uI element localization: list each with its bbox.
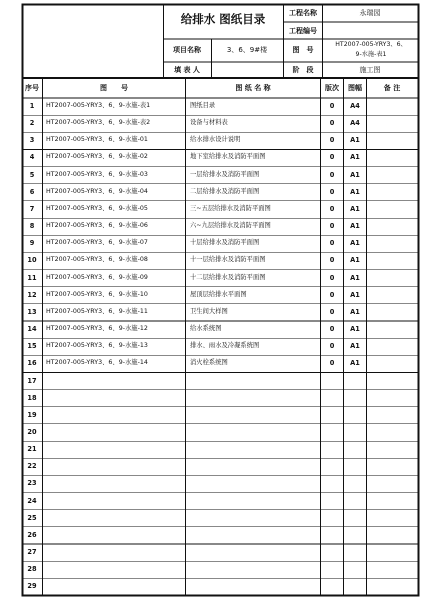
row-seq: 28: [27, 565, 37, 574]
row-drawing-no: HT2007-005-YRY3、6、9-水施-09: [46, 273, 148, 281]
item-name-label: 项目名称: [173, 46, 201, 54]
row-seq: 21: [27, 445, 37, 454]
row-size: A1: [350, 290, 360, 299]
col-header-version: 版次: [325, 84, 339, 92]
row-seq: 19: [27, 410, 37, 419]
row-drawing-name: 十二层给排水及消防平面图: [190, 273, 266, 281]
row-drawing-name: 给水排水设计说明: [190, 136, 241, 144]
row-seq: 18: [27, 393, 37, 402]
row-drawing-no: HT2007-005-YRY3、6、9-水施-10: [46, 290, 148, 298]
row-size: A1: [350, 153, 360, 162]
row-seq: 29: [27, 582, 37, 591]
row-version: 0: [329, 325, 335, 333]
row-seq: 12: [27, 290, 37, 299]
row-drawing-no: HT2007-005-YRY3、6、9-水施-14: [46, 359, 148, 367]
row-size: A1: [350, 222, 360, 231]
row-seq: 27: [27, 548, 37, 556]
col-header-seq: 序号: [25, 84, 39, 92]
filler-label: 填 表 人: [174, 66, 200, 74]
row-size: A4: [350, 119, 360, 128]
row-version: 0: [329, 359, 335, 368]
row-size: A1: [350, 359, 360, 368]
row-version: 0: [329, 239, 335, 248]
row-seq: 17: [27, 376, 37, 385]
row-drawing-name: 三~五层给排水及消防平面图: [190, 204, 271, 212]
drawing-no-value-line1: HT2007-005-YRY3、6、: [335, 41, 407, 48]
row-version: 0: [329, 256, 335, 265]
project-name-value: 永瑞园: [359, 9, 381, 17]
row-seq: 1: [29, 102, 35, 110]
col-header-drawing-name: 图 纸 名 称: [235, 84, 271, 92]
row-drawing-name: 消火栓系统图: [190, 359, 228, 367]
row-size: A1: [350, 136, 360, 145]
row-size: A1: [350, 273, 360, 282]
row-seq: 15: [27, 342, 37, 351]
row-drawing-name: 卫生间大样图: [190, 307, 228, 315]
stage-label: 阶 段: [292, 66, 314, 74]
row-version: 0: [329, 187, 335, 196]
col-header-drawing-no: 图 号: [100, 84, 128, 92]
row-drawing-name: 设备与材料表: [190, 119, 228, 127]
row-drawing-no: HT2007-005-YRY3、6、9-水施-11: [46, 307, 148, 315]
row-seq: 6: [29, 187, 35, 196]
row-drawing-name: 一层给排水及消防平面图: [190, 170, 260, 178]
row-version: 0: [329, 204, 335, 213]
row-seq: 10: [27, 256, 37, 265]
row-size: A1: [350, 256, 360, 265]
row-size: A1: [350, 239, 360, 248]
row-seq: 14: [27, 325, 37, 333]
row-seq: 26: [27, 530, 37, 539]
row-version: 0: [329, 307, 335, 316]
row-version: 0: [329, 170, 335, 179]
row-seq: 9: [29, 239, 35, 248]
row-size: A1: [350, 325, 360, 333]
row-drawing-name: 六~九层给排水及消防平面图: [190, 222, 271, 230]
col-header-remark: 备 注: [383, 84, 401, 92]
drawing-no-value-line2: 9-水施-表1: [355, 51, 387, 58]
page-title: 给排水 图纸目录: [180, 12, 266, 26]
row-drawing-no: HT2007-005-YRY3、6、9-水施-05: [46, 204, 148, 212]
row-drawing-name: 二层给排水及消防平面图: [190, 187, 260, 195]
row-version: 0: [329, 136, 335, 145]
row-seq: 2: [29, 119, 35, 128]
row-version: 0: [329, 273, 335, 282]
row-seq: 25: [27, 513, 37, 522]
row-size: A1: [350, 204, 360, 213]
row-size: A1: [350, 342, 360, 351]
row-version: 0: [329, 342, 335, 351]
col-header-size: 图幅: [348, 84, 362, 92]
row-drawing-name: 十层给排水及消防平面图: [190, 239, 260, 247]
row-seq: 8: [29, 222, 35, 231]
row-drawing-name: 屋顶层给排水平面图: [190, 290, 247, 298]
row-drawing-no: HT2007-005-YRY3、6、9-水施-04: [46, 187, 148, 195]
row-drawing-no: HT2007-005-YRY3、6、9-水施-03: [46, 170, 148, 178]
project-no-label: 工程编号: [289, 27, 317, 35]
row-version: 0: [329, 153, 335, 162]
row-drawing-no: HT2007-005-YRY3、6、9-水施-表1: [46, 102, 151, 109]
row-seq: 11: [27, 273, 37, 282]
row-drawing-no: HT2007-005-YRY3、6、9-水施-02: [46, 153, 148, 161]
row-seq: 7: [29, 204, 35, 213]
row-drawing-name: 地下室给排水及消防平面图: [190, 153, 266, 161]
row-size: A4: [350, 102, 360, 110]
row-version: 0: [329, 290, 335, 299]
row-drawing-no: HT2007-005-YRY3、6、9-水施-06: [46, 222, 148, 230]
row-seq: 20: [27, 427, 37, 436]
row-seq: 4: [29, 153, 35, 162]
row-drawing-name: 排水、雨水及冷凝系统图: [190, 342, 260, 350]
drawing-no-label: 图 号: [292, 46, 314, 54]
row-drawing-name: 给水系统图: [190, 325, 222, 332]
row-drawing-no: HT2007-005-YRY3、6、9-水施-07: [46, 239, 148, 247]
row-seq: 22: [27, 462, 37, 471]
row-seq: 3: [29, 136, 35, 145]
row-seq: 5: [29, 170, 35, 179]
row-version: 0: [329, 119, 335, 128]
row-seq: 13: [27, 307, 37, 316]
row-version: 0: [329, 222, 335, 231]
row-size: A1: [350, 170, 360, 179]
row-drawing-no: HT2007-005-YRY3、6、9-水施-12: [46, 325, 148, 332]
item-name-value: 3、6、9#楼: [226, 46, 268, 54]
stage-value: 施工图: [359, 66, 381, 74]
row-size: A1: [350, 187, 360, 196]
row-drawing-no: HT2007-005-YRY3、6、9-水施-08: [46, 256, 148, 264]
row-drawing-no: HT2007-005-YRY3、6、9-水施-01: [46, 136, 148, 144]
row-seq: 23: [27, 479, 37, 488]
row-drawing-name: 十一层给排水及消防平面图: [190, 256, 266, 264]
row-drawing-no: HT2007-005-YRY3、6、9-水施-13: [46, 342, 148, 350]
row-version: 0: [329, 102, 335, 110]
row-drawing-no: HT2007-005-YRY3、6、9-水施-表2: [46, 119, 151, 127]
row-size: A1: [350, 307, 360, 316]
row-seq: 16: [27, 359, 37, 368]
project-name-label: 工程名称: [289, 9, 317, 17]
row-seq: 24: [27, 496, 37, 505]
row-drawing-name: 图纸目录: [190, 102, 216, 109]
